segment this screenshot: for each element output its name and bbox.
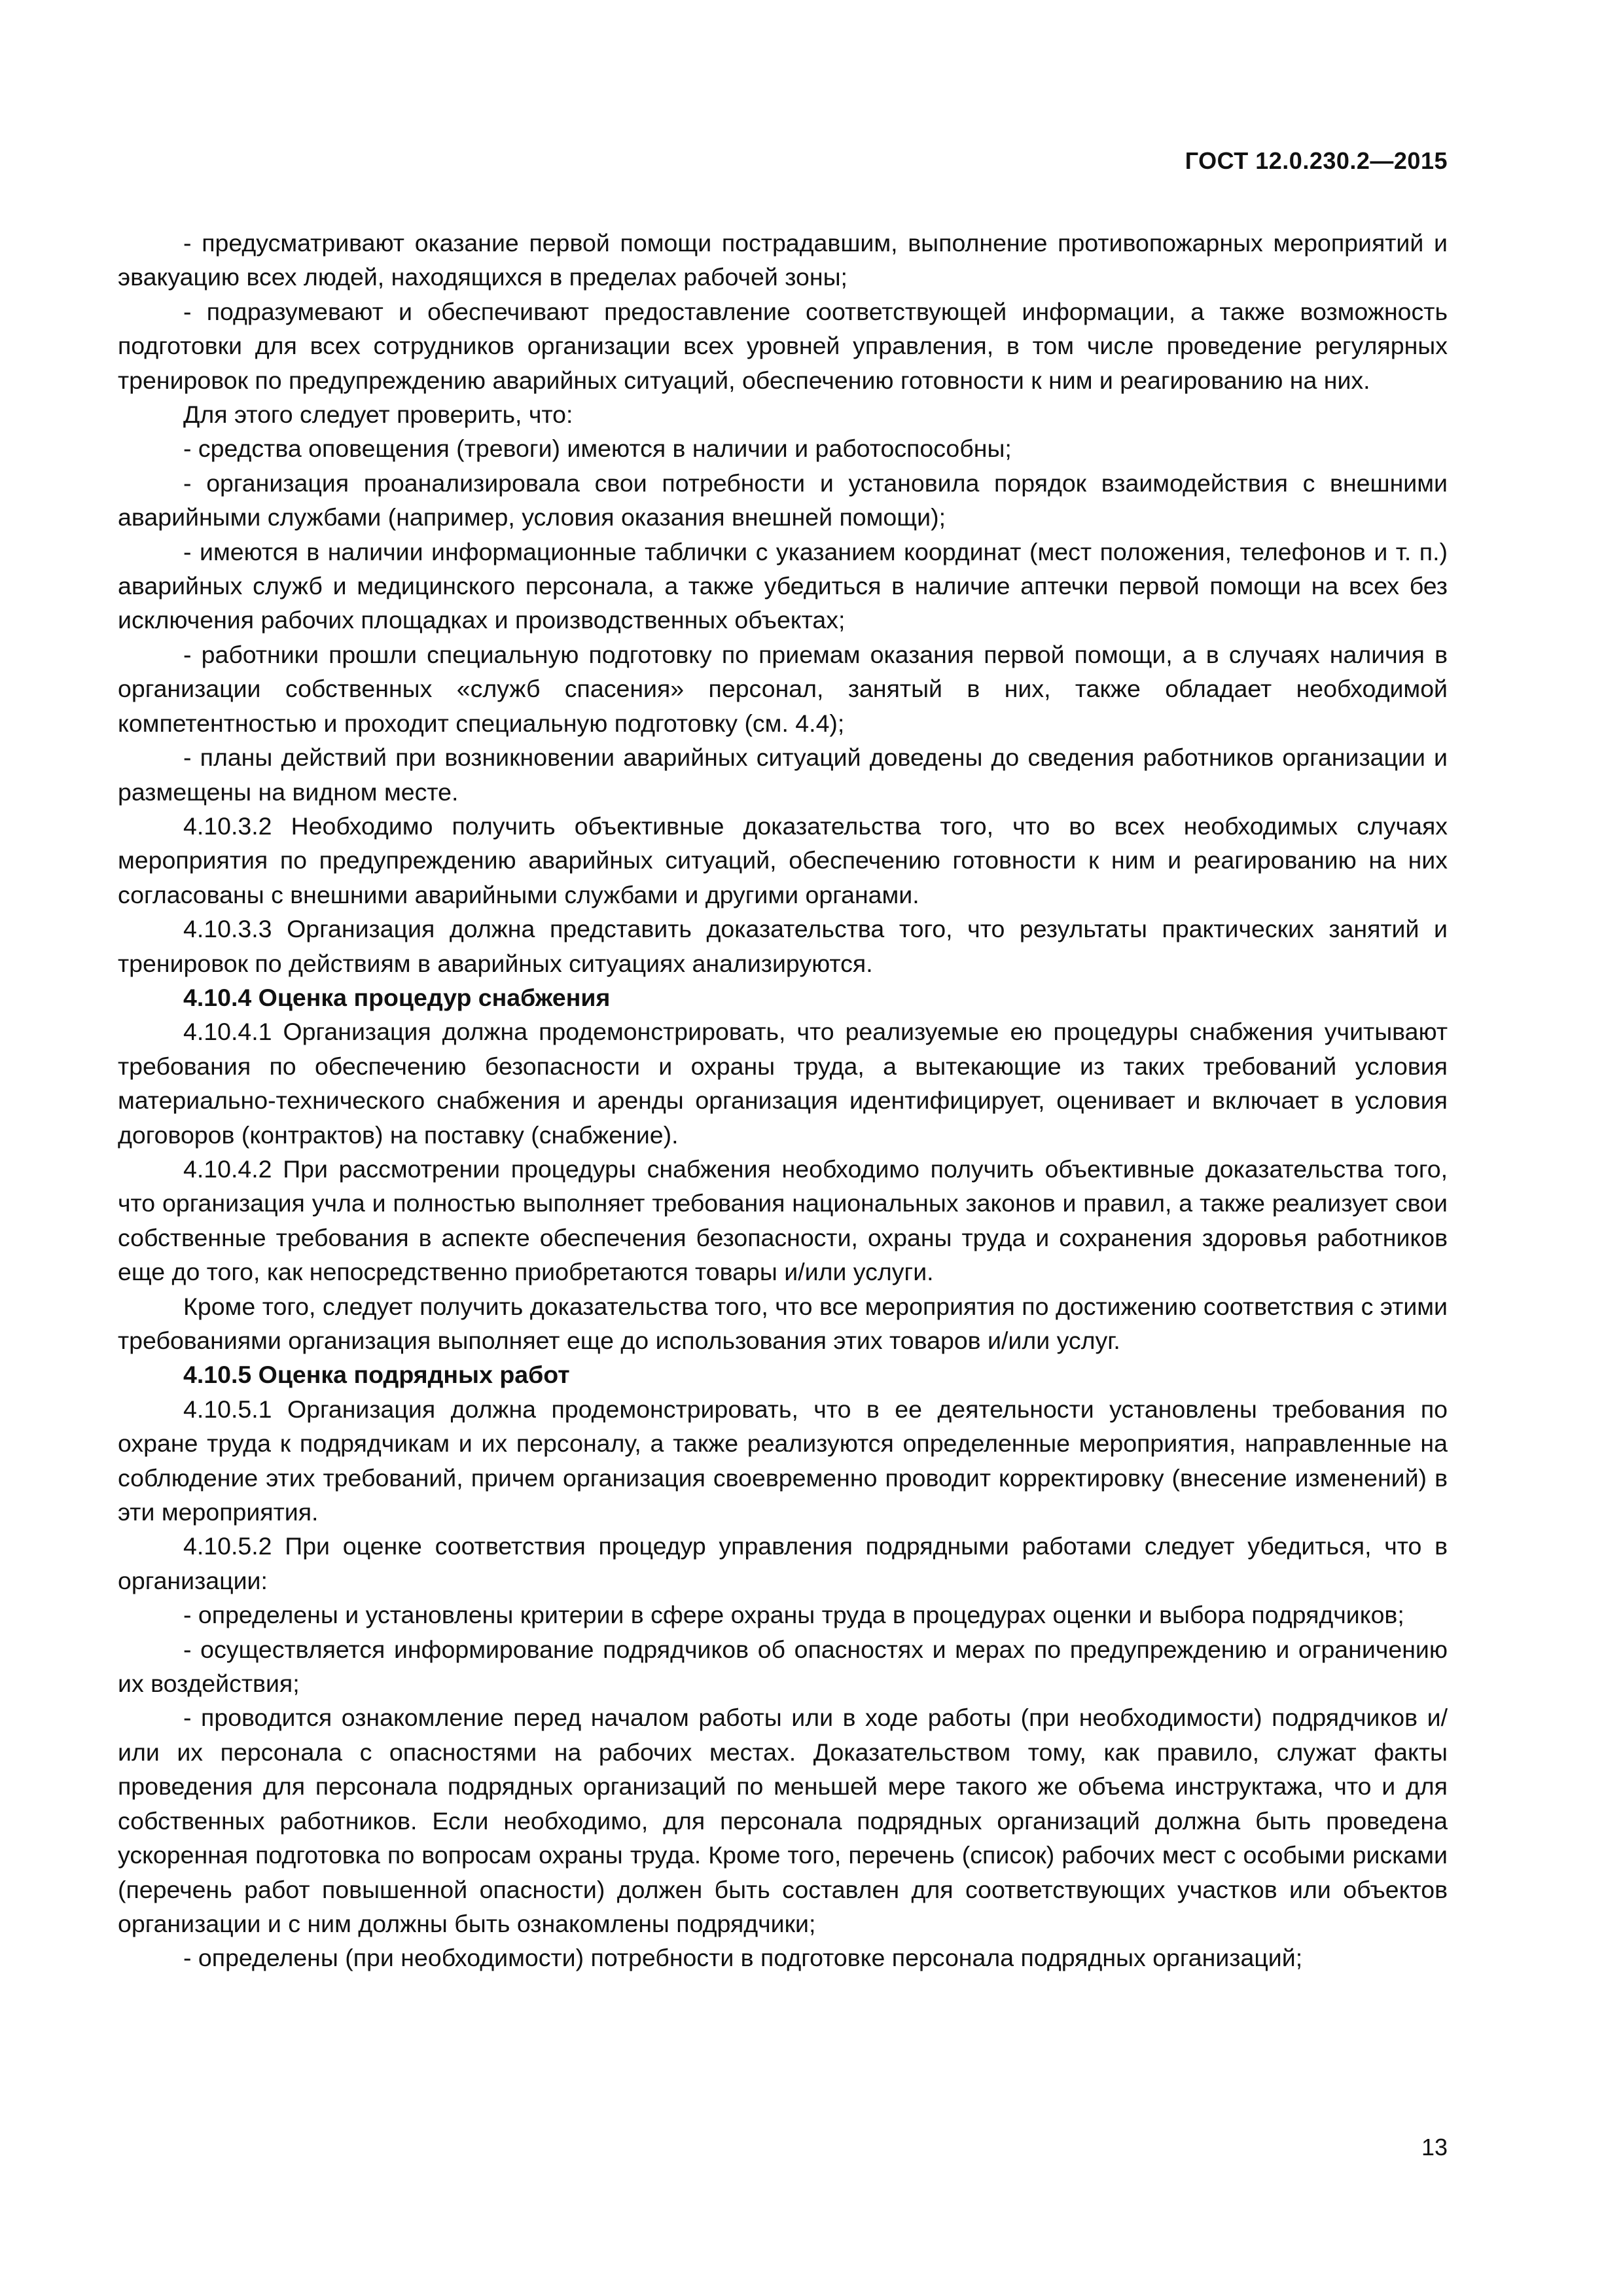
paragraph: - средства оповещения (тревоги) имеются в наличии и работоспособны; <box>183 435 1012 463</box>
section-heading: 4.10.5 Оценка подрядных работ <box>183 1361 570 1389</box>
paragraph: - проводится ознакомление перед началом работы или в ходе работы (при необходимости) подрядчиков и/или их персонала с опасностями на рабочих местах. Доказательством тому, как правило, служат факты проведения для персонала подрядных организаций по меньшей мере такого же объема инструктажа, что и для собственных работников. Если необходимо, для персонала подрядных организаций должна быть проведена ускоренная подготовка по вопросам охраны труда. Кроме того, перечень (список) рабочих мест с особыми рисками (перечень работ повышенной опасности) должен быть составлен для соответствующих участков или объектов организации и с ним должны быть ознакомлены подрядчики; <box>118 1704 1448 1937</box>
paragraph: - подразумевают и обеспечивают предоставление соответствующей информации, а также возможность подготовки для всех сотрудников организации всех уровней управления, в том числе проведение регулярных тренировок по предупреждению аварийных ситуаций, обеспечению готовности к ним и реагированию на них. <box>118 297 1448 394</box>
paragraph: - работники прошли специальную подготовку по приемам оказания первой помощи, а в случаях наличия в организации собственных «служб спасения» персонал, занятый в них, также обладает необходимой компетентностью и проходит специальную подготовку (см. 4.4); <box>118 640 1448 737</box>
paragraph: - организация проанализировала свои потребности и установила порядок взаимодействия с внешними аварийными службами (например, условия оказания внешней помощи); <box>118 469 1448 531</box>
paragraph: Кроме того, следует получить доказательства того, что все мероприятия по достижению соответствия с этими требованиями организация выполняет еще до использования этих товаров и/или услуг. <box>118 1292 1448 1354</box>
paragraph: 4.10.3.2 Необходимо получить объективные доказательства того, что во всех необходимых случаях мероприятия по предупреждению аварийных ситуаций, обеспечению готовности к ним и реагированию на них согласованы с внешними аварийными службами и другими органами. <box>118 812 1448 908</box>
paragraph: - определены (при необходимости) потребности в подготовке персонала подрядных организаций; <box>183 1944 1303 1972</box>
paragraph: - определены и установлены критерии в сфере охраны труда в процедурах оценки и выбора подрядчиков; <box>183 1601 1404 1629</box>
section-heading: 4.10.4 Оценка процедур снабжения <box>183 983 611 1011</box>
page-number: 13 <box>1421 2134 1448 2161</box>
paragraph: - имеются в наличии информационные таблички с указанием координат (мест положения, телефонов и т. п.) аварийных служб и медицинского персонала, а также убедиться в наличие аптечки первой помощи на всех без исключения рабочих площадках и производственных объектах; <box>118 537 1448 634</box>
paragraph: - осуществляется информирование подрядчиков об опасностях и мерах по предупреждению и ограничению их воздействия; <box>118 1635 1448 1698</box>
paragraph: - планы действий при возникновении аварийных ситуаций доведены до сведения работников организации и размещены на видном месте. <box>118 744 1448 806</box>
document-header: ГОСТ 12.0.230.2—2015 <box>1185 147 1448 174</box>
paragraph: 4.10.5.1 Организация должна продемонстрировать, что в ее деятельности установлены требования по охране труда к подрядчикам и их персоналу, а также реализуются определенные мероприятия, направленные на соблюдение этих требований, причем организация своевременно проводит корректировку (внесение изменений) в эти мероприятия. <box>118 1395 1448 1526</box>
paragraph: Для этого следует проверить, что: <box>183 401 573 429</box>
document-body <box>118 226 1448 1975</box>
paragraph: 4.10.5.2 При оценке соответствия процедур управления подрядными работами следует убедиться, что в организации: <box>118 1532 1448 1594</box>
paragraph: 4.10.4.2 При рассмотрении процедуры снабжения необходимо получить объективные доказательства того, что организация учла и полностью выполняет требования национальных законов и правил, а также реализует свои собственные требования в аспекте обеспечения безопасности, охраны труда и сохранения здоровья работников еще до того, как непосредственно приобретаются товары и/или услуги. <box>118 1155 1448 1286</box>
paragraph: 4.10.4.1 Организация должна продемонстрировать, что реализуемые ею процедуры снабжения учитывают требования по обеспечению безопасности и охраны труда, а вытекающие из таких требований условия материально-технического снабжения и аренды организация идентифицирует, оценивает и включает в условия договоров (контрактов) на поставку (снабжение). <box>118 1018 1448 1149</box>
paragraph: 4.10.3.3 Организация должна представить доказательства того, что результаты практических занятий и тренировок по действиям в аварийных ситуациях анализируются. <box>118 915 1448 977</box>
paragraph: - предусматривают оказание первой помощи пострадавшим, выполнение противопожарных мероприятий и эвакуацию всех людей, находящихся в пределах рабочей зоны; <box>118 229 1448 291</box>
